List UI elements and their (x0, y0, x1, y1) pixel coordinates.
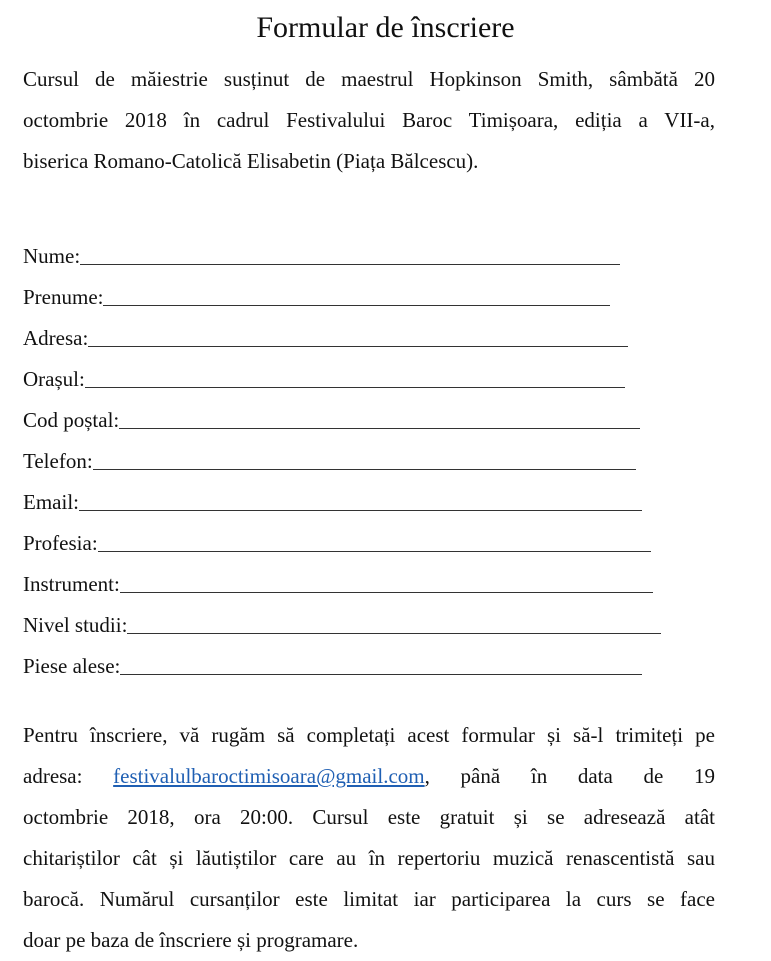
orasul-input-line[interactable] (85, 365, 625, 388)
field-label: Instrument: (23, 572, 120, 596)
field-nume (23, 229, 723, 270)
outro-line-with-email (23, 756, 715, 797)
email-input-line[interactable] (79, 488, 642, 511)
intro-line: Cursul de măiestrie susținut de maestrul Hopkinson Smith, sâmbătă 20 (23, 67, 715, 91)
field-label: Telefon: (23, 449, 93, 473)
field-label: Nivel studii: (23, 613, 128, 637)
field-label: Adresa: (23, 326, 89, 350)
field-piese-alese (23, 639, 723, 680)
outro-line: chitariștilor cât și lăutiștilor care au în repertoriu muzică renascentistă sau (23, 846, 715, 870)
piese-alese-input-line[interactable] (120, 652, 642, 675)
telefon-input-line[interactable] (93, 447, 636, 470)
intro-paragraph (23, 59, 715, 182)
field-email (23, 475, 723, 516)
email-link[interactable]: festivalulbaroctimisoara@gmail.com (113, 764, 425, 788)
cod-postal-input-line[interactable] (119, 406, 640, 429)
field-adresa (23, 311, 723, 352)
field-telefon (23, 434, 723, 475)
outro-line: doar pe baza de înscriere și programare. (23, 928, 359, 952)
nume-input-line[interactable] (80, 242, 620, 265)
page-title: Formular de înscriere (256, 11, 515, 44)
field-label: Cod poștal: (23, 408, 120, 432)
field-nivel-studii (23, 598, 723, 639)
intro-line: octombrie 2018 în cadrul Festivalului Baroc Timișoara, ediția a VII-a, (23, 108, 715, 132)
field-profesia (23, 516, 723, 557)
outro-line: Pentru înscriere, vă rugăm să completați acest formular și să-l trimiteți pe (23, 723, 715, 747)
field-orasul (23, 352, 723, 393)
nivel-studii-input-line[interactable] (127, 611, 661, 634)
field-label: Prenume: (23, 285, 104, 309)
registration-fields (23, 229, 723, 680)
field-instrument (23, 557, 723, 598)
field-label: Email: (23, 490, 79, 514)
instructions-paragraph (23, 715, 715, 961)
instrument-input-line[interactable] (120, 570, 653, 593)
adresa-input-line[interactable] (88, 324, 628, 347)
field-label: Nume: (23, 244, 81, 268)
intro-line: biserica Romano-Catolică Elisabetin (Piața Bălcescu). (23, 149, 479, 173)
outro-text: adresa: (23, 764, 114, 788)
field-label: Piese alese: (23, 654, 121, 678)
prenume-input-line[interactable] (103, 283, 610, 306)
field-label: Profesia: (23, 531, 98, 555)
profesia-input-line[interactable] (98, 529, 651, 552)
field-prenume (23, 270, 723, 311)
outro-line: barocă. Numărul cursanților este limitat iar participarea la curs se face (23, 887, 715, 911)
outro-text: , până în data de 19 (424, 764, 715, 788)
field-cod-postal (23, 393, 723, 434)
outro-line: octombrie 2018, ora 20:00. Cursul este gratuit și se adresează atât (23, 805, 715, 829)
field-label: Orașul: (23, 367, 85, 391)
